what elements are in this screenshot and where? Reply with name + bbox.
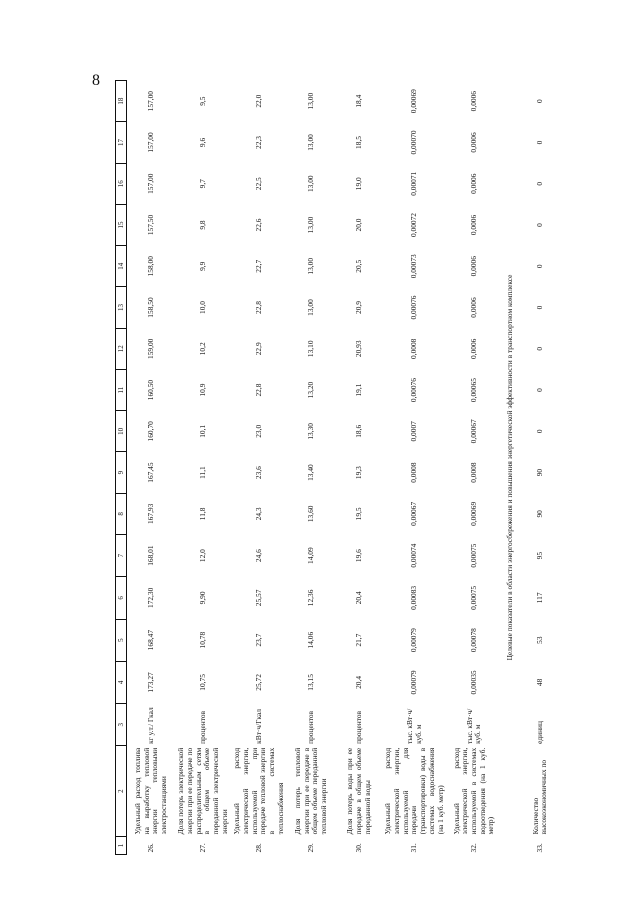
value-cell: 90 <box>535 510 545 518</box>
value-cell: 13,15 <box>305 674 315 691</box>
indicator-name: Удельный расход электрической энергии, используемой для передачи (транспортировки) воды в системах водоснабжения (на 1 куб. метр) <box>383 747 445 835</box>
value-cell: 12,0 <box>197 549 207 563</box>
indicator-name: Удельный расход электрической энергии, используемой при передаче тепловой энергии в системах теплоснабжения <box>232 747 285 835</box>
value-cell: 10,78 <box>197 631 207 649</box>
value-cell: 18,5 <box>353 136 363 149</box>
column-header: 10 <box>116 411 127 452</box>
column-header: 13 <box>116 287 127 328</box>
value-cell: 0 <box>535 346 545 351</box>
value-cell: 173,27 <box>145 672 155 693</box>
indicator-name: Количество высокоэкономичных по <box>530 759 549 835</box>
value-cell: 18,4 <box>353 94 363 108</box>
value-cell: 11,8 <box>197 507 207 521</box>
row-number: 26. <box>145 843 155 853</box>
value-cell: 13,30 <box>305 423 315 440</box>
indicator-name: Доля потерь тепловой энергии при ее передаче в общем объеме переданной тепловой энергии <box>292 747 328 835</box>
table-row <box>516 81 564 855</box>
value-cell: 25,57 <box>253 589 263 607</box>
value-cell: 0,00069 <box>409 89 419 114</box>
value-cell: 13,60 <box>305 505 315 523</box>
indicator-name: Удельный расход топлива на выработку тепловой энергии тепловыми электростанциями <box>132 747 168 835</box>
value-cell: 0,00071 <box>409 171 419 196</box>
value-cell: 0,00067 <box>409 501 419 526</box>
value-cell: 0,0006 <box>469 91 479 112</box>
unit: тыс. кВт·ч/ куб. м <box>464 708 483 744</box>
value-cell: 0,00074 <box>409 543 419 568</box>
section-caption-row <box>502 81 516 855</box>
value-cell: 22,8 <box>253 383 263 397</box>
value-cell: 10,0 <box>197 301 207 314</box>
value-cell: 0,0008 <box>409 338 419 359</box>
value-cell: 20,4 <box>353 675 363 689</box>
row-number: 28. <box>253 843 263 853</box>
value-cell: 13,00 <box>305 92 315 110</box>
value-cell: 0 <box>535 140 545 145</box>
column-header: 7 <box>116 534 127 576</box>
value-cell: 13,20 <box>305 381 315 399</box>
value-cell: 19,0 <box>353 177 363 191</box>
row-number: 32. <box>469 843 479 853</box>
value-cell: 12,36 <box>305 589 315 607</box>
column-header: 2 <box>116 746 127 837</box>
value-cell: 22,9 <box>253 342 263 356</box>
row-number: 31. <box>409 843 419 853</box>
value-cell: 0,0006 <box>469 338 479 359</box>
column-header: 16 <box>116 163 127 204</box>
value-cell: 159,00 <box>145 338 155 359</box>
value-cell: 10,75 <box>197 674 207 691</box>
section-caption: Целевые показатели в области энергосбережения и повышения энергетической эффективности в транспортном комплексе <box>505 274 515 661</box>
value-cell: 0,00083 <box>409 585 419 610</box>
column-header: 6 <box>116 577 127 619</box>
value-cell: 0 <box>535 181 545 186</box>
table-row <box>287 81 335 855</box>
unit: тыс. кВт·ч/ куб. м <box>405 708 423 744</box>
value-cell: 20,9 <box>353 301 363 314</box>
indicators-table <box>115 80 564 855</box>
value-cell: 21,7 <box>353 633 363 647</box>
value-cell: 95 <box>535 551 545 560</box>
row-number: 33. <box>535 843 545 853</box>
unit: процентов <box>197 710 207 744</box>
value-cell: 24,3 <box>253 507 263 521</box>
value-cell: 23,6 <box>253 466 263 480</box>
value-cell: 18,6 <box>353 424 363 438</box>
value-cell: 0 <box>535 264 545 269</box>
value-cell: 0,00073 <box>409 254 419 279</box>
value-cell: 22,0 <box>253 94 263 108</box>
value-cell: 0,0008 <box>469 462 479 483</box>
indicator-name: Доля потерь воды при ее передаче в общем объеме переданной воды <box>345 747 372 835</box>
value-cell: 13,00 <box>305 134 315 151</box>
unit: процентов <box>305 710 315 744</box>
value-cell: 0 <box>535 429 545 434</box>
table-row <box>446 81 502 855</box>
value-cell: 160,70 <box>145 421 155 442</box>
value-cell: 53 <box>535 636 545 644</box>
value-cell: 20,4 <box>353 591 363 605</box>
rotated-table-container <box>115 80 639 855</box>
value-cell: 0,00035 <box>469 670 479 695</box>
column-header: 9 <box>116 452 127 493</box>
value-cell: 0,00065 <box>469 378 479 403</box>
value-cell: 172,30 <box>145 587 155 609</box>
value-cell: 160,50 <box>145 379 155 401</box>
value-cell: 158,50 <box>145 297 155 318</box>
value-cell: 0 <box>535 223 545 227</box>
value-cell: 20,5 <box>353 259 363 273</box>
value-cell: 0,0006 <box>469 173 479 194</box>
value-cell: 19,5 <box>353 507 363 521</box>
value-cell: 25,72 <box>253 674 263 691</box>
value-cell: 168,01 <box>145 545 155 566</box>
value-cell: 23,7 <box>253 633 263 647</box>
header-row <box>116 81 127 855</box>
value-cell: 11,1 <box>197 466 207 479</box>
value-cell: 9,6 <box>197 137 207 148</box>
column-header: 8 <box>116 493 127 534</box>
value-cell: 9,9 <box>197 261 207 271</box>
value-cell: 48 <box>535 678 545 687</box>
column-header: 17 <box>116 122 127 163</box>
value-cell: 13,10 <box>305 340 315 358</box>
value-cell: 0 <box>535 99 545 104</box>
column-header: 12 <box>116 328 127 369</box>
value-cell: 0,00079 <box>409 670 419 695</box>
unit: процентов <box>353 710 363 744</box>
unit: единиц <box>535 721 545 744</box>
value-cell: 20,93 <box>353 340 363 358</box>
value-cell: 157,00 <box>145 132 155 153</box>
table-row <box>383 81 446 855</box>
value-cell: 157,00 <box>145 173 155 194</box>
value-cell: 0,0006 <box>469 256 479 277</box>
value-cell: 9,7 <box>197 179 207 189</box>
value-cell: 168,47 <box>145 629 155 651</box>
value-cell: 167,93 <box>145 503 155 525</box>
value-cell: 13,00 <box>305 299 315 316</box>
column-header: 1 <box>116 836 127 854</box>
value-cell: 0,0006 <box>469 214 479 236</box>
value-cell: 19,6 <box>353 549 363 563</box>
table-row <box>335 81 383 855</box>
value-cell: 157,50 <box>145 214 155 236</box>
value-cell: 10,2 <box>197 342 207 356</box>
value-cell: 0,00072 <box>409 212 419 238</box>
table-row <box>127 81 176 855</box>
value-cell: 19,1 <box>353 383 363 397</box>
value-cell: 22,7 <box>253 259 263 273</box>
value-cell: 0,00076 <box>409 295 419 320</box>
value-cell: 24,6 <box>253 549 263 563</box>
value-cell: 22,3 <box>253 136 263 149</box>
row-number: 27. <box>197 843 207 853</box>
column-header: 14 <box>116 246 127 287</box>
value-cell: 0,0008 <box>409 462 419 483</box>
value-cell: 19,3 <box>353 466 363 480</box>
value-cell: 14,09 <box>305 547 315 564</box>
unit: кВт·ч/Гкал <box>253 709 263 744</box>
unit: кг у.т./ Гкал <box>145 707 155 744</box>
row-number: 29. <box>305 843 315 853</box>
value-cell: 0,00078 <box>469 628 479 653</box>
value-cell: 0,00075 <box>469 543 479 568</box>
value-cell: 22,5 <box>253 177 263 191</box>
column-header: 15 <box>116 204 127 245</box>
indicator-name: Доля потерь электрической энергии при ее передаче по распределительным сетям в общем объеме переданной электрической энергии <box>176 747 229 835</box>
value-cell: 22,6 <box>253 218 263 232</box>
value-cell: 0,00069 <box>469 501 479 526</box>
column-header: 3 <box>116 704 127 746</box>
column-header: 5 <box>116 619 127 661</box>
value-cell: 13,00 <box>305 257 315 275</box>
table-row <box>231 81 287 855</box>
value-cell: 90 <box>535 468 545 477</box>
value-cell: 13,40 <box>305 464 315 481</box>
value-cell: 13,00 <box>305 216 315 234</box>
table-row <box>175 81 231 855</box>
value-cell: 0,00079 <box>409 628 419 653</box>
value-cell: 9,8 <box>197 220 207 230</box>
value-cell: 0 <box>535 305 545 310</box>
indicator-name: Удельный расход электрической энергии, используемой в системах водоотведения (на 1 куб. метр) <box>451 747 496 835</box>
value-cell: 22,8 <box>253 301 263 314</box>
value-cell: 117 <box>535 592 545 604</box>
value-cell: 20,0 <box>353 218 363 232</box>
value-cell: 0,00067 <box>469 419 479 444</box>
value-cell: 0,0007 <box>409 421 419 442</box>
value-cell: 10,9 <box>197 383 207 397</box>
value-cell: 9,5 <box>197 96 207 106</box>
column-header: 11 <box>116 369 127 410</box>
value-cell: 10,1 <box>197 424 207 438</box>
value-cell: 157,00 <box>145 91 155 112</box>
column-header: 4 <box>116 661 127 703</box>
value-cell: 0,00070 <box>409 130 419 155</box>
value-cell: 158,00 <box>145 256 155 277</box>
value-cell: 23,0 <box>253 424 263 438</box>
value-cell: 13,00 <box>305 175 315 193</box>
value-cell: 0,0006 <box>469 297 479 318</box>
value-cell: 0 <box>535 388 545 392</box>
row-number: 30. <box>353 843 363 853</box>
value-cell: 0,00076 <box>409 378 419 403</box>
column-header: 18 <box>116 81 127 122</box>
value-cell: 14,06 <box>305 631 315 649</box>
value-cell: 0,0006 <box>469 132 479 153</box>
value-cell: 0,00075 <box>469 585 479 610</box>
page-number: 8 <box>92 72 100 89</box>
value-cell: 9,90 <box>197 591 207 605</box>
value-cell: 167,45 <box>145 462 155 483</box>
